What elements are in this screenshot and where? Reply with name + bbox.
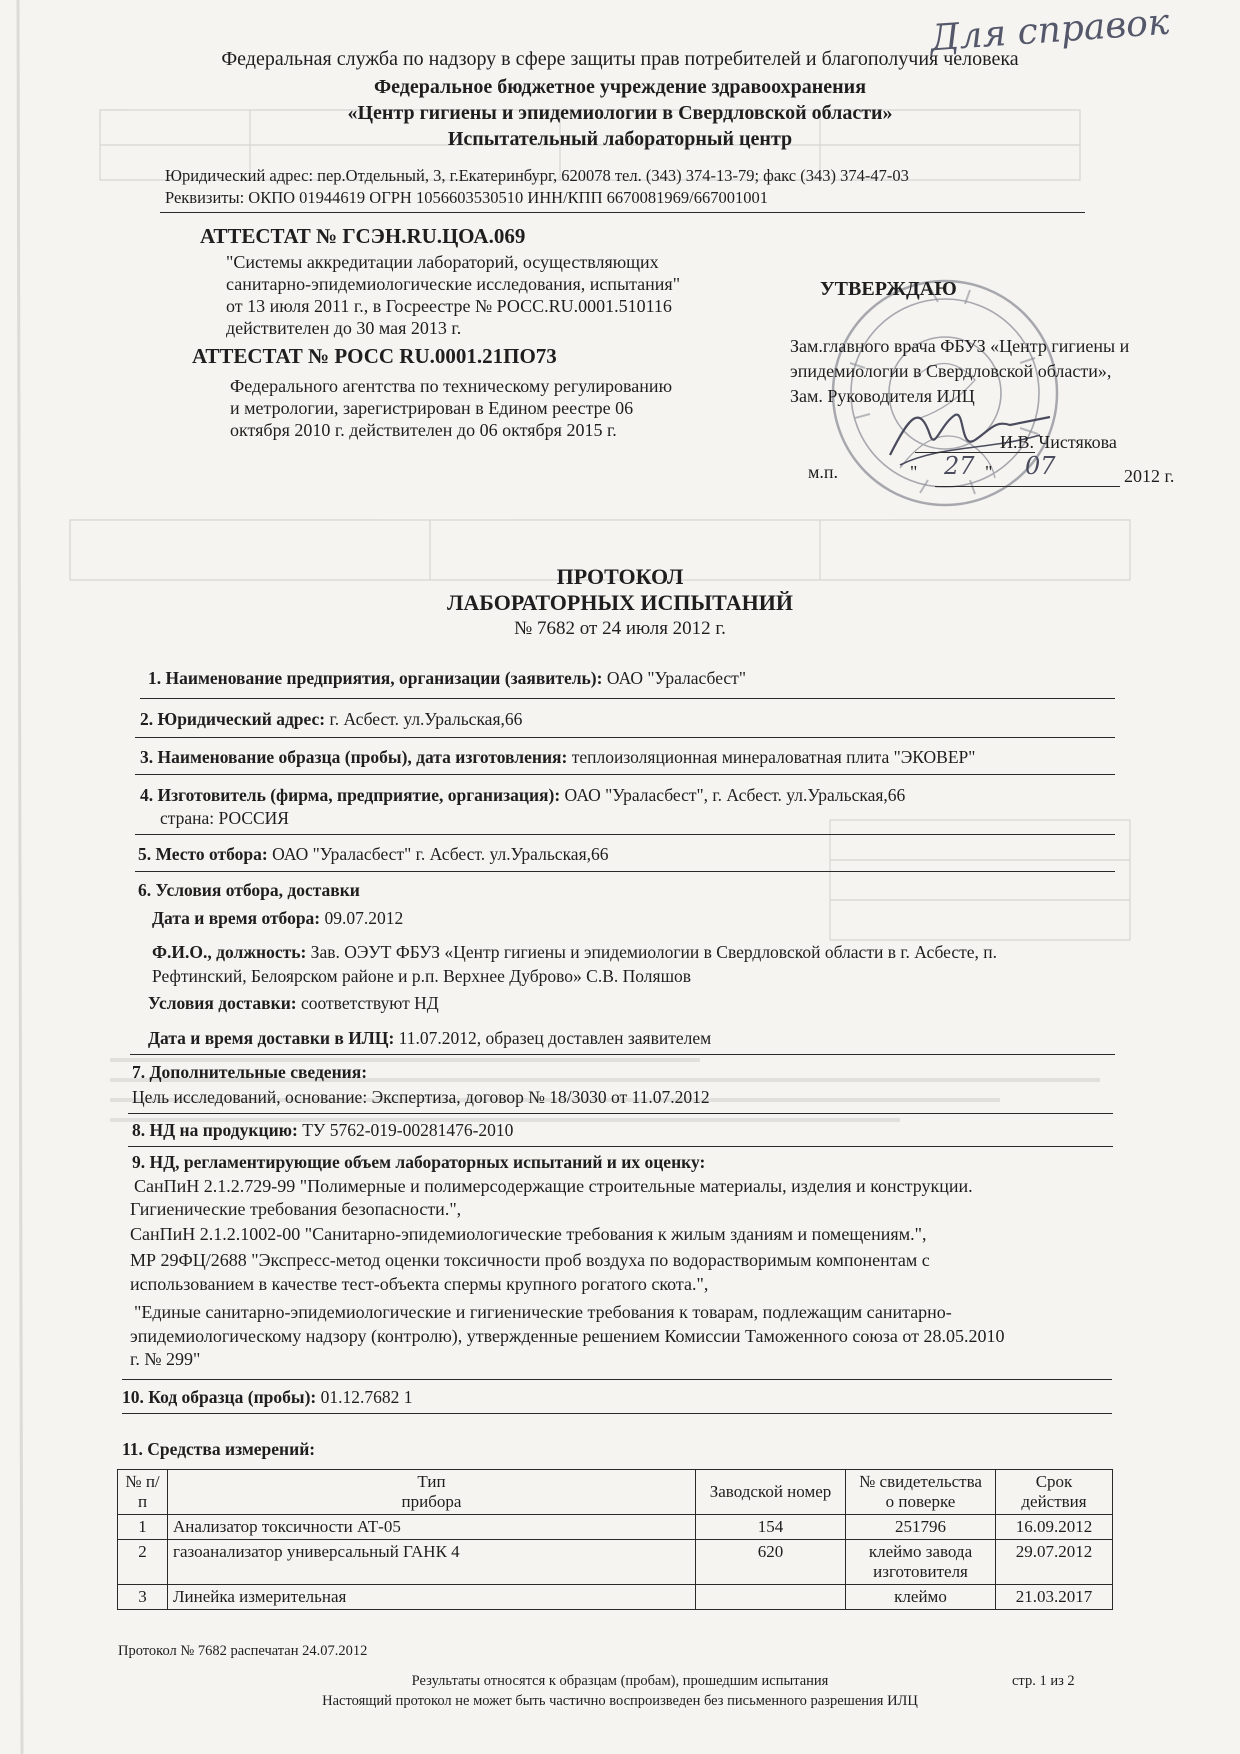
sampler-value-line1: Зав. ОЭУТ ФБУЗ «Центр гигиены и эпидемиологии в Свердловской области в г. Асбесте, п.	[310, 942, 998, 962]
approval-date-quote: "	[985, 462, 993, 482]
protocol-title: ПРОТОКОЛ	[556, 564, 684, 589]
legal-address: Юридический адрес: пер.Отдельный, 3, г.Екатеринбург, 620078 тел. (343) 374-13-79; факс (343) 374-47-03	[165, 166, 909, 185]
section-3	[140, 747, 975, 768]
approver-name: И.В. Чистякова	[1000, 432, 1117, 452]
normative-doc-line: МР 29ФЦ/2688 "Экспресс-метод оценки токсичности проб воздуха по водорастворимым компонентам с	[130, 1250, 930, 1270]
row-cert: клеймо	[846, 1585, 996, 1610]
table-row	[118, 1585, 1113, 1610]
sampler-name	[152, 942, 997, 963]
section-4-value: ОАО "Ураласбест", г. Асбест. ул.Уральская,66	[564, 785, 906, 805]
requisites: Реквизиты: ОКПО 01944619 ОГРН 1056603530510 ИНН/КПП 6670081969/667001001	[165, 188, 768, 207]
approval-date-year: 2012 г.	[1124, 466, 1175, 486]
section-rule	[130, 1054, 1115, 1055]
section-4	[140, 785, 905, 806]
row-validity: 16.09.2012	[996, 1515, 1113, 1540]
instruments-table	[117, 1469, 1113, 1610]
section-rule	[135, 871, 1115, 872]
results-note: Результаты относятся к образцам (пробам), прошедшим испытания	[411, 1673, 829, 1689]
section-1-value: ОАО "Ураласбест"	[606, 668, 746, 688]
section-5-label: 5. Место отбора:	[138, 844, 268, 864]
row-serial	[696, 1585, 846, 1610]
section-rule	[140, 698, 1115, 699]
section-8-value: ТУ 5762-019-00281476-2010	[302, 1120, 514, 1140]
approval-position-line3: Зам. Руководителя ИЛЦ	[790, 386, 975, 406]
sampling-datetime-value: 09.07.2012	[324, 908, 404, 928]
normative-doc-line: эпидемиологическому надзору (контролю), утвержденные решением Комиссии Таможенного союза от 28.05.2010	[130, 1326, 1005, 1346]
header-num: № п/п	[118, 1470, 168, 1515]
delivery-datetime-value: 11.07.2012, образец доставлен заявителем	[398, 1028, 712, 1048]
table-row	[118, 1540, 1113, 1585]
section-5	[138, 844, 609, 865]
sampling-datetime	[152, 908, 403, 929]
approval-position-line2: эпидемиологии в Свердловской области»,	[790, 361, 1112, 381]
approval-date-month: 07	[1025, 452, 1056, 480]
section-10-label: 10. Код образца (пробы):	[122, 1387, 317, 1407]
section-rule	[128, 1113, 1113, 1114]
section-7-value: Цель исследований, основание: Экспертиза, договор № 18/3030 от 11.07.2012	[132, 1087, 710, 1107]
approval-title: УТВЕРЖДАЮ	[820, 278, 957, 300]
section-9-title: 9. НД, регламентирующие объем лабораторных испытаний и их оценку:	[132, 1152, 706, 1172]
normative-doc-line: СанПиН 2.1.2.729-99 "Полимерные и полимерсодержащие строительные материалы, изделия и конструкции.	[134, 1176, 973, 1196]
attestat1-title: АТТЕСТАТ № ГСЭН.RU.ЦОА.069	[200, 224, 526, 248]
delivery-datetime	[148, 1028, 711, 1049]
table-header-row	[118, 1470, 1113, 1515]
delivery-conditions-value: соответствуют НД	[300, 993, 439, 1013]
agency-title: Федеральная служба по надзору в сфере защиты прав потребителей и благополучия человека	[221, 48, 1019, 70]
row-serial: 620	[696, 1540, 846, 1585]
table-row	[118, 1515, 1113, 1540]
normative-doc-line: г. № 299"	[130, 1349, 201, 1369]
section-rule	[122, 1379, 1112, 1380]
attestat1-line: действителен до 30 мая 2013 г.	[226, 318, 462, 338]
section-1	[148, 668, 746, 689]
row-validity: 21.03.2017	[996, 1585, 1113, 1610]
row-num: 2	[118, 1540, 168, 1585]
row-type: Анализатор токсичности АТ-05	[168, 1515, 696, 1540]
attestat2-line: и метрологии, зарегистрирован в Едином реестре 06	[230, 398, 634, 418]
handwritten-note: Для справок	[928, 1, 1171, 60]
attestat1-line: "Системы аккредитации лабораторий, осуществляющих	[226, 252, 659, 272]
section-7-title: 7. Дополнительные сведения:	[132, 1062, 368, 1082]
copy-restriction-note: Настоящий протокол не может быть частично воспроизведен без письменного разрешения ИЛЦ	[322, 1693, 918, 1709]
delivery-conditions	[148, 993, 439, 1014]
normative-doc-line: использованием в качестве тест-объекта спермы крупного рогатого скота.",	[130, 1274, 709, 1294]
delivery-datetime-label: Дата и время доставки в ИЛЦ:	[148, 1028, 395, 1048]
section-10	[122, 1387, 412, 1408]
normative-doc-line: СанПиН 2.1.2.1002-00 "Санитарно-эпидемиологические требования к жилым зданиям и помещениям.",	[130, 1224, 927, 1244]
header-rule	[160, 212, 1085, 213]
delivery-conditions-label: Условия доставки:	[148, 993, 297, 1013]
row-type: газоанализатор универсальный ГАНК 4	[168, 1540, 696, 1585]
row-num: 3	[118, 1585, 168, 1610]
section-2	[140, 709, 522, 730]
page-number: стр. 1 из 2	[1012, 1673, 1075, 1689]
section-rule	[122, 1413, 1112, 1414]
approval-date-quote: "	[910, 462, 918, 482]
institution-line1: Федеральное бюджетное учреждение здравоохранения	[373, 76, 867, 98]
section-11-title: 11. Средства измерений:	[122, 1439, 316, 1459]
print-info: Протокол № 7682 распечатан 24.07.2012	[118, 1643, 368, 1659]
row-serial: 154	[696, 1515, 846, 1540]
section-2-label: 2. Юридический адрес:	[140, 709, 326, 729]
approval-position-line1: Зам.главного врача ФБУЗ «Центр гигиены и	[790, 336, 1130, 356]
protocol-subtitle: ЛАБОРАТОРНЫХ ИСПЫТАНИЙ	[447, 590, 793, 615]
normative-doc-line: Гигиенические требования безопасности.",	[130, 1199, 462, 1219]
section-3-label: 3. Наименование образца (пробы), дата изготовления:	[140, 747, 568, 767]
section-6-title: 6. Условия отбора, доставки	[138, 880, 360, 900]
row-cert: клеймо завода изготовителя	[846, 1540, 996, 1585]
header-validity: Срок действия	[996, 1470, 1113, 1515]
section-8-label: 8. НД на продукцию:	[132, 1120, 298, 1140]
row-validity: 29.07.2012	[996, 1540, 1113, 1585]
sampler-value-line2: Рефтинский, Белоярском районе и р.п. Верхнее Дуброво» С.В. Поляшов	[152, 966, 692, 986]
section-4-country: страна: РОССИЯ	[160, 808, 289, 828]
header-type: Тип прибора	[168, 1470, 696, 1515]
section-4-label: 4. Изготовитель (фирма, предприятие, организация):	[140, 785, 561, 805]
date-line	[935, 486, 1120, 487]
attestat1-line: санитарно-эпидемиологические исследования, испытания"	[226, 274, 681, 294]
section-rule	[135, 737, 1115, 738]
section-1-label: 1. Наименование предприятия, организации (заявитель):	[148, 668, 603, 688]
header-cert: № свидетельства о поверке	[846, 1470, 996, 1515]
attestat1-line: от 13 июля 2011 г., в Госреестре № РОСС.RU.0001.510116	[226, 296, 672, 316]
row-cert: 251796	[846, 1515, 996, 1540]
section-8	[132, 1120, 513, 1141]
institution-line2: «Центр гигиены и эпидемиологии в Свердловской области»	[347, 102, 893, 124]
attestat2-line: октября 2010 г. действителен до 06 октября 2015 г.	[230, 420, 617, 440]
attestat2-line: Федерального агентства по техническому регулированию	[230, 376, 673, 396]
section-rule	[128, 1146, 1113, 1147]
sampler-label: Ф.И.О., должность:	[152, 942, 307, 962]
section-2-value: г. Асбест. ул.Уральская,66	[329, 709, 523, 729]
section-10-value: 01.12.7682 1	[320, 1387, 413, 1407]
stamp-place-mark: м.п.	[808, 462, 839, 482]
section-5-value: ОАО "Ураласбест" г. Асбест. ул.Уральская,66	[272, 844, 609, 864]
normative-doc-line: "Единые санитарно-эпидемиологические и гигиенические требования к товарам, подлежащим санитарно-	[134, 1302, 952, 1322]
lab-center-title: Испытательный лабораторный центр	[447, 128, 793, 150]
section-rule	[135, 834, 1115, 835]
row-num: 1	[118, 1515, 168, 1540]
approval-date-day: 27	[944, 452, 975, 480]
section-3-value: теплоизоляционная минераловатная плита "ЭКОВЕР"	[571, 747, 976, 767]
section-rule	[135, 774, 1115, 775]
attestat2-title: АТТЕСТАТ № РОСС RU.0001.21ПО73	[192, 344, 557, 368]
header-serial: Заводской номер	[696, 1470, 846, 1515]
protocol-number: № 7682 от 24 июля 2012 г.	[514, 618, 726, 639]
row-type: Линейка измерительная	[168, 1585, 696, 1610]
sampling-datetime-label: Дата и время отбора:	[152, 908, 321, 928]
